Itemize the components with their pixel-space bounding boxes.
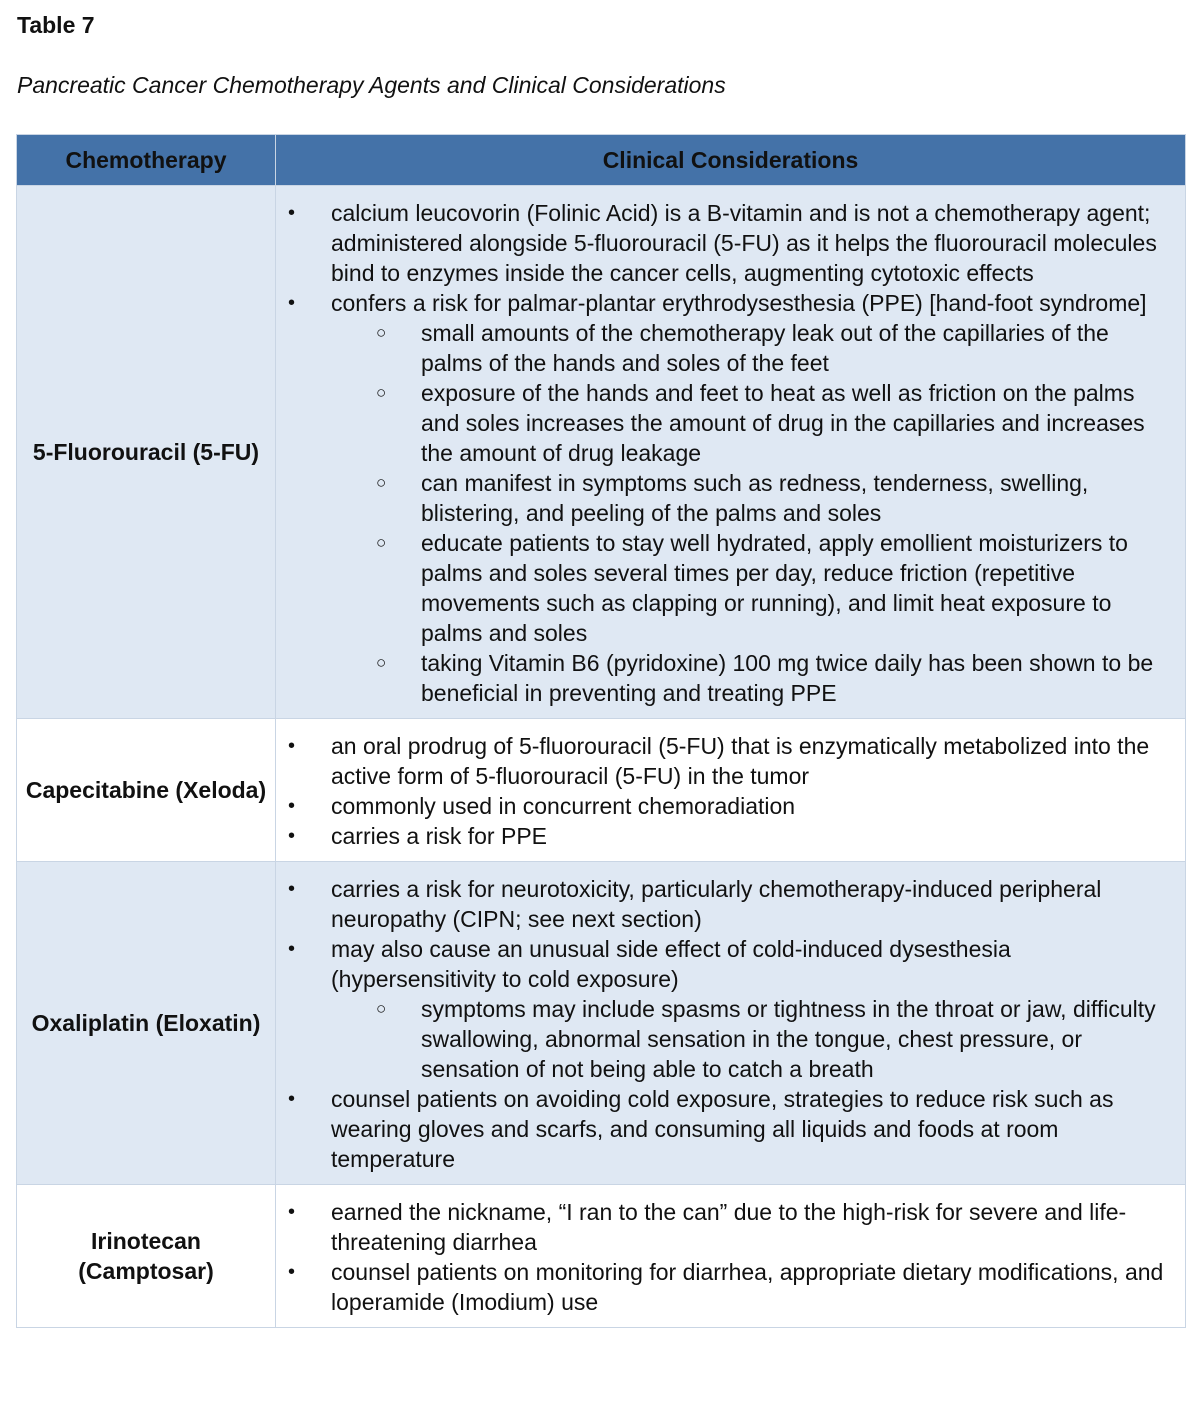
header-row	[17, 135, 1186, 186]
bullet-item: • confers a risk for palmar-plantar erythrodysesthesia (PPE) [hand-foot syndrome]	[276, 288, 1175, 318]
bullet-item: • an oral prodrug of 5-fluorouracil (5-FU) that is enzymatically metabolized into the active form of 5-fluorouracil (5-FU) in the tumor	[276, 731, 1175, 791]
bullet-item: • earned the nickname, “I ran to the can” due to the high-risk for severe and life-threatening diarrhea	[276, 1197, 1175, 1257]
header-chemotherapy: Chemotherapy	[17, 135, 276, 186]
sub-bullet-item: ○ taking Vitamin B6 (pyridoxine) 100 mg twice daily has been shown to be beneficial in preventing and treating PPE	[276, 648, 1175, 708]
table-title: Pancreatic Cancer Chemotherapy Agents and Clinical Considerations	[17, 72, 726, 98]
bullet-item: • may also cause an unusual side effect of cold-induced dysesthesia (hypersensitivity to cold exposure)	[276, 934, 1175, 994]
table-number: Table 7	[17, 12, 95, 38]
drug-name: Irinotecan (Camptosar)	[17, 1185, 276, 1328]
sub-bullet-item: ○ can manifest in symptoms such as redness, tenderness, swelling, blistering, and peeling of the palms and soles	[276, 468, 1175, 528]
sub-bullet-item: ○ small amounts of the chemotherapy leak out of the capillaries of the palms of the hands and soles of the feet	[276, 318, 1175, 378]
clinical-considerations	[276, 719, 1186, 862]
sub-bullet-item: ○ symptoms may include spasms or tightness in the throat or jaw, difficulty swallowing, abnormal sensation in the tongue, chest pressure, or sensation of not being able to catch a breath	[276, 994, 1175, 1084]
table-row	[17, 862, 1186, 1185]
table-row	[17, 1185, 1186, 1328]
table-row	[17, 719, 1186, 862]
header-clinical-considerations: Clinical Considerations	[276, 135, 1186, 186]
bullet-item: • carries a risk for PPE	[276, 821, 1175, 851]
drug-name: 5-Fluorouracil (5-FU)	[17, 186, 276, 719]
clinical-considerations	[276, 1185, 1186, 1328]
sub-bullet-item: ○ exposure of the hands and feet to heat as well as friction on the palms and soles increases the amount of drug in the capillaries and increases the amount of drug leakage	[276, 378, 1175, 468]
chemotherapy-table	[16, 134, 1186, 1328]
bullet-item: • counsel patients on monitoring for diarrhea, appropriate dietary modifications, and loperamide (Imodium) use	[276, 1257, 1175, 1317]
clinical-considerations	[276, 186, 1186, 719]
sub-bullet-item: ○ educate patients to stay well hydrated, apply emollient moisturizers to palms and soles several times per day, reduce friction (repetitive movements such as clapping or running), and limit heat exposure to palms and soles	[276, 528, 1175, 648]
table-row	[17, 186, 1186, 719]
drug-name: Capecitabine (Xeloda)	[17, 719, 276, 862]
bullet-item: • commonly used in concurrent chemoradiation	[276, 791, 1175, 821]
bullet-item: • counsel patients on avoiding cold exposure, strategies to reduce risk such as wearing gloves and scarfs, and consuming all liquids and foods at room temperature	[276, 1084, 1175, 1174]
drug-name: Oxaliplatin (Eloxatin)	[17, 862, 276, 1185]
bullet-item: • calcium leucovorin (Folinic Acid) is a B-vitamin and is not a chemotherapy agent; administered alongside 5-fluorouracil (5-FU) as it helps the fluorouracil molecules bind to enzymes inside the cancer cells, augmenting cytotoxic effects	[276, 198, 1175, 288]
clinical-considerations	[276, 862, 1186, 1185]
bullet-item: • carries a risk for neurotoxicity, particularly chemotherapy-induced peripheral neuropathy (CIPN; see next section)	[276, 874, 1175, 934]
